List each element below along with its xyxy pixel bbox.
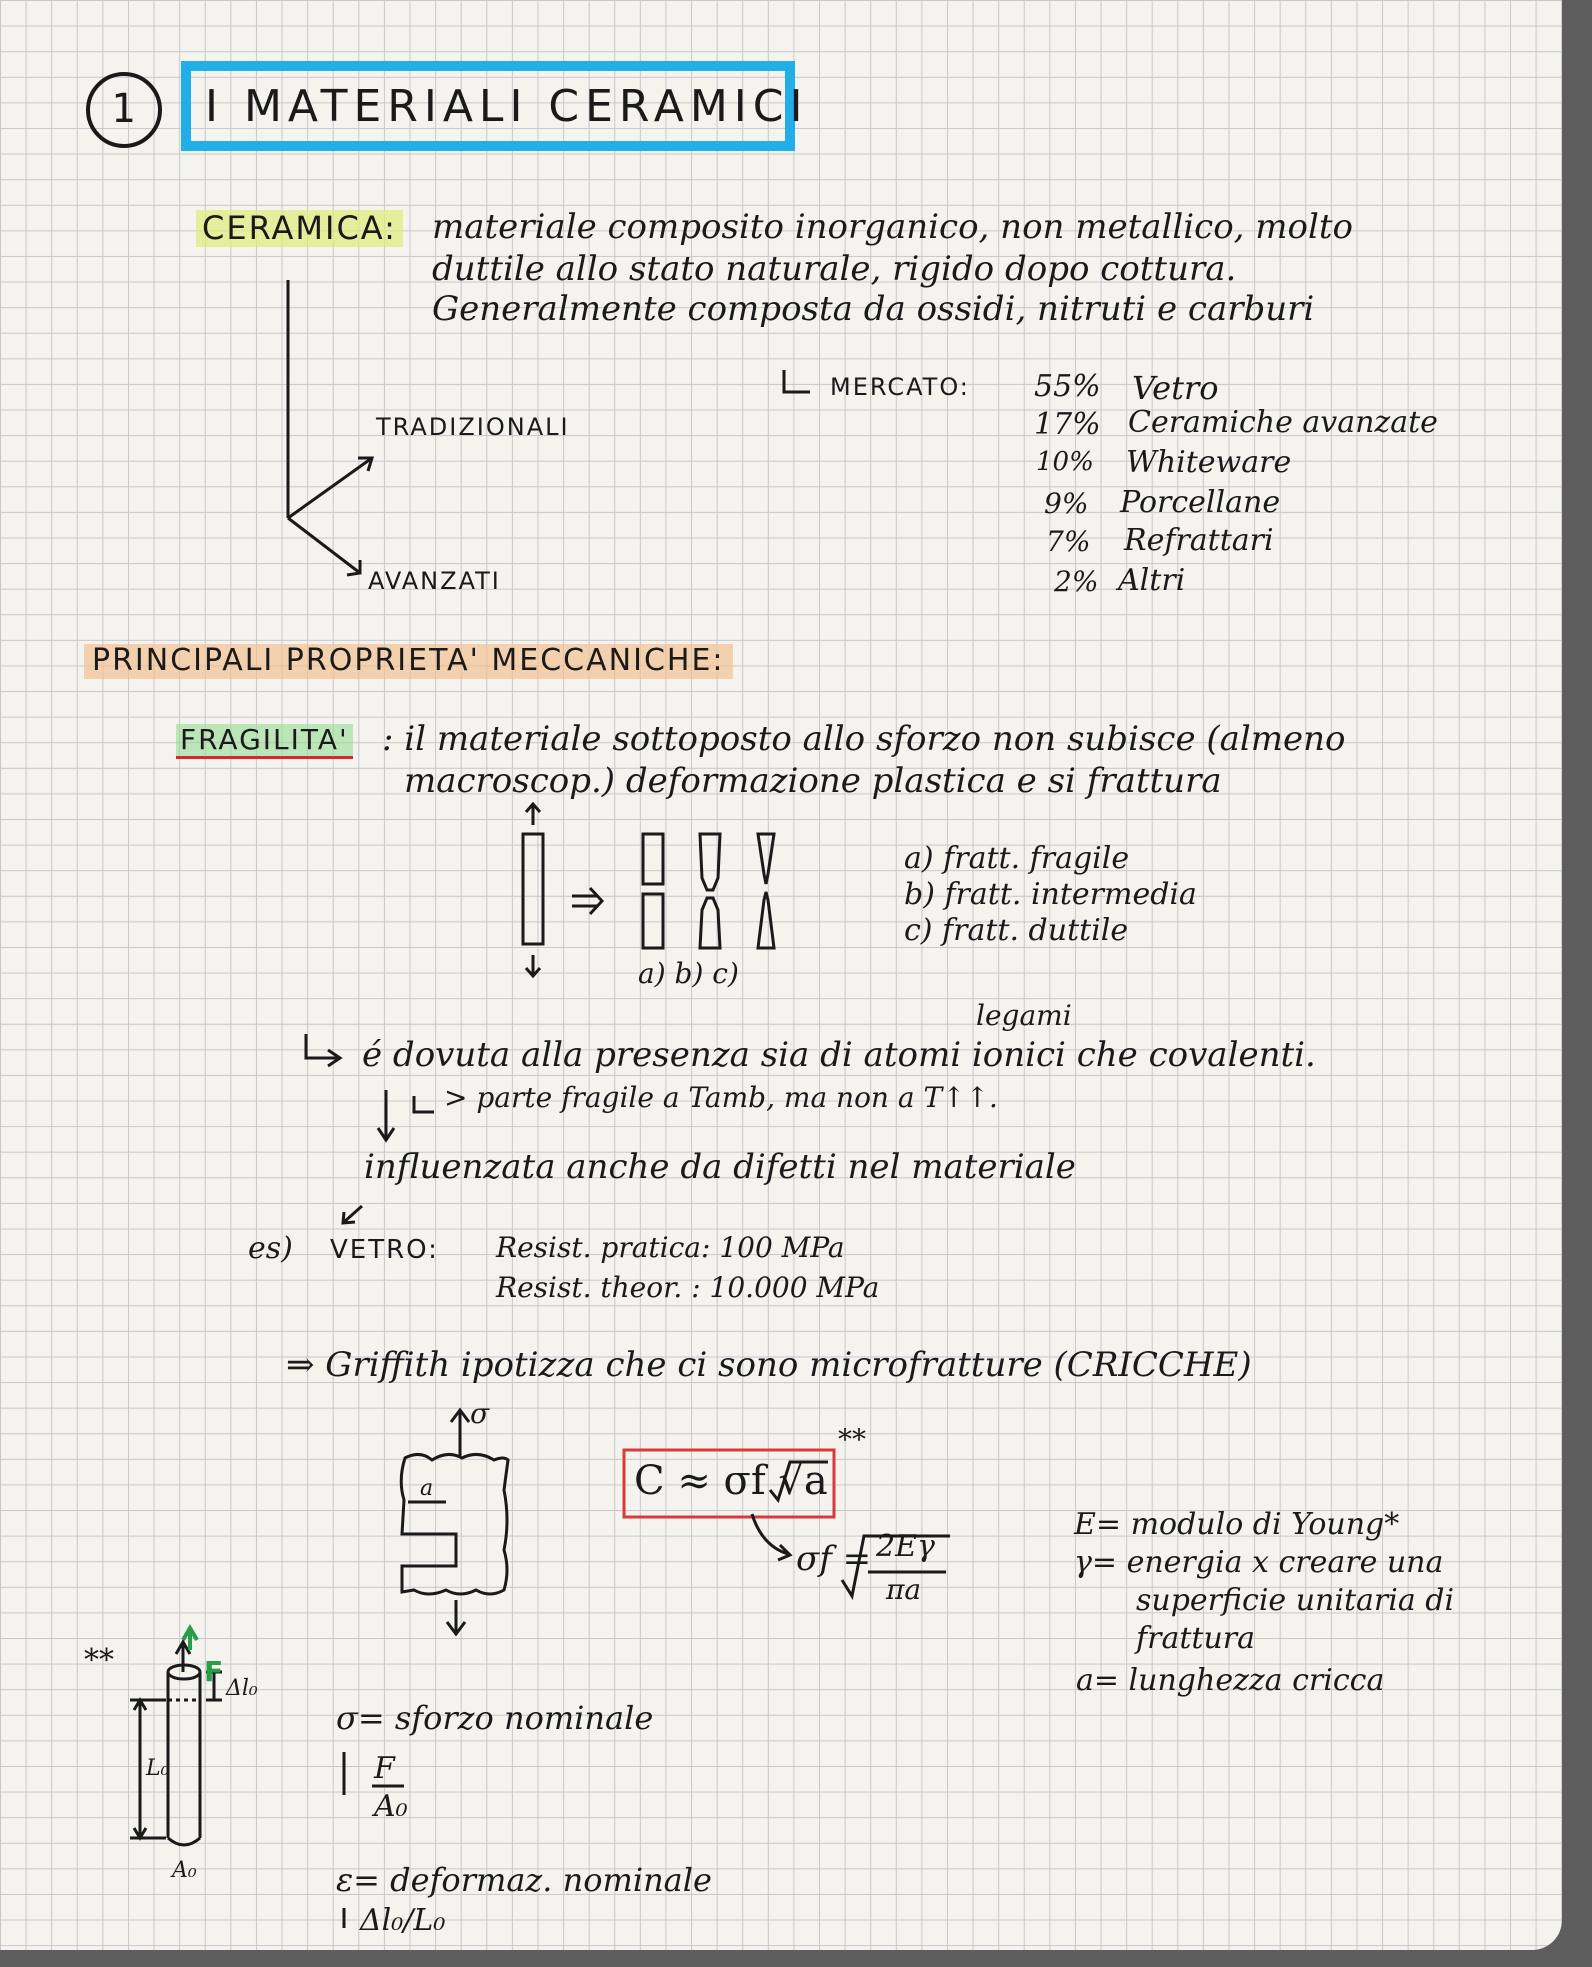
classification-arrows (288, 280, 372, 575)
legend-gamma-line1: γ= energia x creare una (1074, 1545, 1444, 1580)
a0-label: A₀ (172, 1858, 197, 1883)
griffith-formula: C ≈ σf √a (634, 1458, 828, 1504)
section-number: 1 (111, 86, 136, 132)
market-row-5-label: Refrattari (1124, 523, 1274, 558)
page-title: I MATERIALI CERAMICI (205, 81, 809, 132)
example-resist-theoretical: Resist. theor. : 10.000 MPa (496, 1271, 880, 1304)
ceramica-term: CERAMICA: (196, 210, 403, 247)
ceramica-definition-line3: Generalmente composta da ossidi, nitruti e carburi (432, 289, 1315, 329)
market-row-1-percent: 55% (1034, 369, 1101, 404)
correction-legami: legami (976, 999, 1072, 1032)
market-row-1-label: Vetro (1132, 369, 1219, 407)
sigma-f-numerator: 2Eγ (876, 1529, 935, 1564)
griffith-line: ⇒ Griffith ipotizza che ci sono microfratture (CRICCHE) (286, 1345, 1252, 1385)
strain-definition: ε= deformaz. nominale (336, 1861, 712, 1899)
double-asterisk-mark: ** (838, 1423, 866, 1456)
example-resist-practical: Resist. pratica: 100 MPa (496, 1231, 845, 1264)
ceramica-definition-line1: materiale composito inorganico, non metallico, molto (432, 207, 1354, 247)
fracture-type-b: b) fratt. intermedia (904, 877, 1197, 912)
label-tradizionali: TRADIZIONALI (376, 413, 570, 441)
market-row-2-label: Ceramiche avanzate (1128, 405, 1438, 440)
example-prefix: es) (248, 1231, 293, 1266)
stress-denominator: A₀ (374, 1789, 408, 1824)
cause-line: é dovuta alla presenza sia di atomi ionici che covalenti. (362, 1035, 1316, 1075)
l0-label: L₀ (146, 1756, 170, 1781)
legend-gamma-line3: frattura (1136, 1621, 1255, 1656)
strain-formula: Δl₀/L₀ (360, 1903, 446, 1938)
sigma-f-label: σf = (796, 1539, 872, 1579)
stress-definition: σ= sforzo nominale (336, 1699, 654, 1737)
specimen-labels: a) b) c) (638, 957, 739, 990)
legend-a: a= lunghezza cricca (1076, 1663, 1385, 1698)
label-avanzati: AVANZATI (368, 567, 501, 595)
stress-numerator: F (374, 1751, 395, 1786)
defects-line: influenzata anche da difetti nel materiale (364, 1147, 1076, 1187)
fracture-type-a: a) fratt. fragile (904, 841, 1130, 876)
legend-young: E= modulo di Young* (1074, 1507, 1400, 1542)
market-row-3-label: Whiteware (1126, 445, 1292, 480)
ceramica-definition-line2: duttile allo stato naturale, rigido dopo cottura. (432, 249, 1237, 289)
griffith-specimen-diagram (401, 1410, 508, 1634)
fracture-specimens-diagram (523, 804, 774, 976)
market-arrow (784, 370, 810, 392)
legend-gamma-line2: superficie unitaria di (1136, 1583, 1455, 1618)
fracture-type-c: c) fratt. duttile (904, 913, 1129, 948)
fragilita-definition-line1: : il materiale sottoposto allo sforzo non subisce (almeno (382, 719, 1346, 759)
delta-l0-label: Δl₀ (226, 1676, 258, 1701)
section-heading-properties: PRINCIPALI PROPRIETA' MECCANICHE: (84, 644, 733, 679)
market-row-4-label: Porcellane (1120, 485, 1281, 520)
market-row-6-percent: 2% (1054, 565, 1099, 598)
cause-subnote: > parte fragile a Tamb, ma non a T↑↑. (444, 1081, 998, 1114)
market-row-4-percent: 9% (1044, 487, 1089, 520)
market-row-2-percent: 17% (1034, 407, 1101, 442)
sigma-label: σ (470, 1397, 490, 1430)
market-label: MERCATO: (830, 373, 970, 401)
force-label: F (204, 1655, 224, 1688)
double-asterisk-mark-2: ** (84, 1643, 114, 1678)
crack-length-label: a (420, 1476, 434, 1501)
sigma-f-denominator: πa (886, 1573, 922, 1606)
market-row-3-percent: 10% (1036, 447, 1094, 477)
market-row-5-percent: 7% (1046, 525, 1091, 558)
fragilita-term: FRAGILITA' (176, 724, 353, 759)
example-material: VETRO: (330, 1235, 439, 1265)
market-row-6-label: Altri (1118, 563, 1186, 598)
fragilita-definition-line2: macroscop.) deformazione plastica e si frattura (404, 761, 1222, 801)
